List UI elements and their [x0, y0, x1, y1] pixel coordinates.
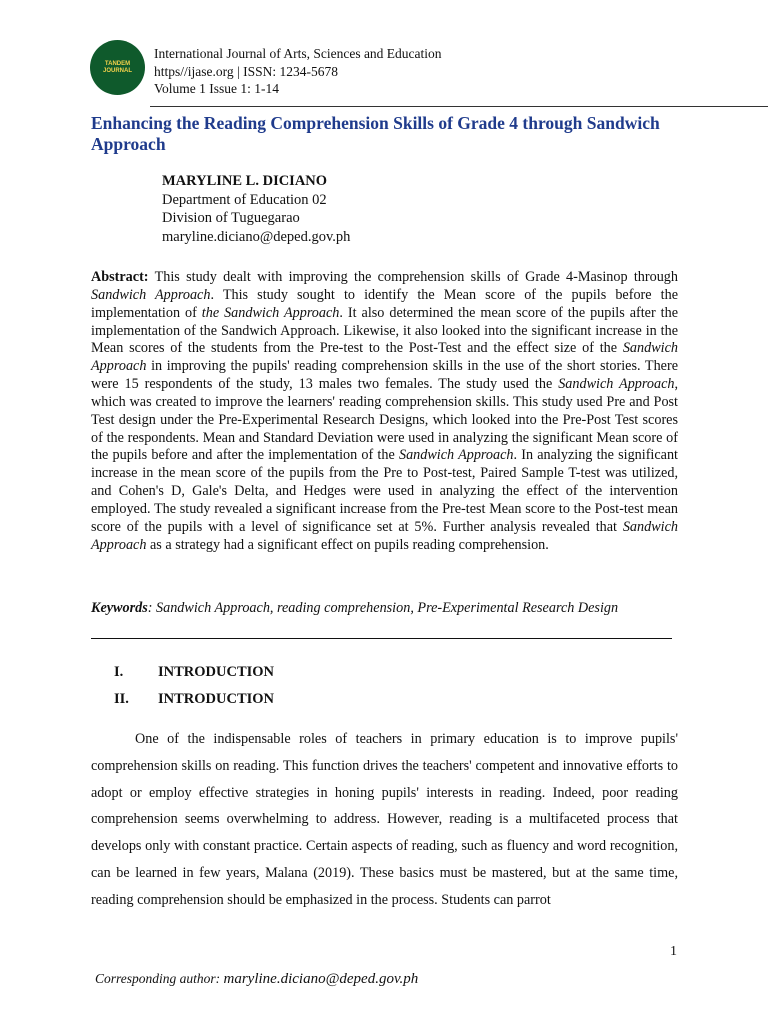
page-number: 1	[670, 944, 677, 959]
abstract-label: Abstract:	[91, 269, 149, 285]
header-divider	[150, 106, 768, 107]
section-number: I.	[114, 664, 124, 680]
abstract-text: . This study sought to identify the Mean score of the pupils before the implementation of	[91, 286, 679, 321]
section-heading	[114, 690, 274, 708]
section-heading	[114, 663, 274, 681]
abstract-emphasis: Sandwich Approach	[558, 376, 675, 393]
abstract-emphasis: Sandwich Approach	[91, 518, 678, 553]
section-title: INTRODUCTION	[158, 664, 275, 680]
journal-logo	[90, 40, 145, 95]
keywords-label: Keywords	[91, 600, 148, 616]
abstract-emphasis: Sandwich Approach	[398, 447, 514, 464]
abstract	[91, 269, 678, 555]
corresponding-email: maryline.diciano@deped.gov.ph	[223, 971, 419, 987]
body-paragraph: One of the indispensable roles of teachers in primary education is to improve pupils' comprehension skills on reading. This function drives the teachers' competent and innovative efforts to adopt or employ effective strategies in honing pupils' interests in reading. Indeed, poor reading comprehension seems overwhelming to address. However, reading is a multifaceted process that develops only with constant practice. Certain aspects of reading, such as fluency and word recognition, can be learned in few years, Malana (2019). These basics must be mastered, but at the same time, reading comprehension should be emphasized in the process. Students can parrot	[91, 731, 678, 908]
abstract-text: . In analyzing the significant increase in the mean score of the pupils from the Pre to Post-test, Paired Sample T-test was utilized, and Cohen's D, Gale's Delta, and Hedges were used in analyzing the effect of the intervention employed. The study revealed a significant increase from the Pre-test Mean score to the Post-test mean score of the pupils with a level of significance set at 5%. Further analysis revealed that	[91, 447, 678, 535]
abstract-text: This study dealt with improving the comprehension skills of Grade 4-Masinop through	[148, 269, 678, 285]
author-division: Division of Tuguegarao	[162, 210, 300, 226]
keywords	[91, 599, 711, 617]
logo-text: TANDEM JOURNAL	[102, 60, 132, 74]
journal-volume: Volume 1 Issue 1: 1-14	[154, 81, 279, 96]
abstract-text: , which was created to improve the learners' reading comprehension skills. This study used Pre and Post Test design under the Pre-Experimental Research Designs, which looked into the Pre-Post Test scores of the respondents. Mean and Standard Deviation were used in analyzing the significant Mean score of the pupils before and after the implementation of the	[91, 376, 679, 464]
abstract-text: in improving the pupils' reading comprehension skills in the use of the short stories. There were 15 respondents of the study, 13 males two females. The study used the	[91, 358, 678, 393]
abstract-text: as a strategy had a significant effect on pupils reading comprehension.	[146, 536, 549, 553]
author-email: maryline.diciano@deped.gov.ph	[162, 228, 351, 245]
corresponding-author	[95, 971, 418, 988]
corresponding-label: Corresponding author:	[95, 971, 224, 986]
paper-title: Enhancing the Reading Comprehension Skills of Grade 4 through Sandwich Approach	[91, 113, 660, 154]
author-department: Department of Education 02	[162, 191, 327, 208]
journal-info	[154, 45, 442, 98]
keywords-text: : Sandwich Approach, reading comprehension, Pre-Experimental Research Design	[147, 600, 619, 616]
author-name: MARYLINE L. DICIANO	[162, 173, 328, 189]
abstract-emphasis: the Sandwich Approach	[201, 304, 340, 321]
journal-name: International Journal of Arts, Sciences and Education	[154, 46, 442, 61]
section-number: II.	[114, 691, 129, 707]
abstract-emphasis: Sandwich Approach	[91, 340, 678, 375]
author-block	[162, 172, 350, 246]
abstract-emphasis: Sandwich Approach	[91, 286, 211, 303]
abstract-text: . It also determined the mean score of the pupils after the implementation of the Sandwich Approach. Likewise, it also looked into the significant increase in the Mean scores of the students from the Pre-test to the Post-Test and the effect size of the	[91, 304, 678, 357]
section-divider	[91, 638, 672, 639]
section-title: INTRODUCTION	[158, 691, 275, 707]
journal-url-issn: https//ijase.org | ISSN: 1234-5678	[154, 63, 338, 79]
